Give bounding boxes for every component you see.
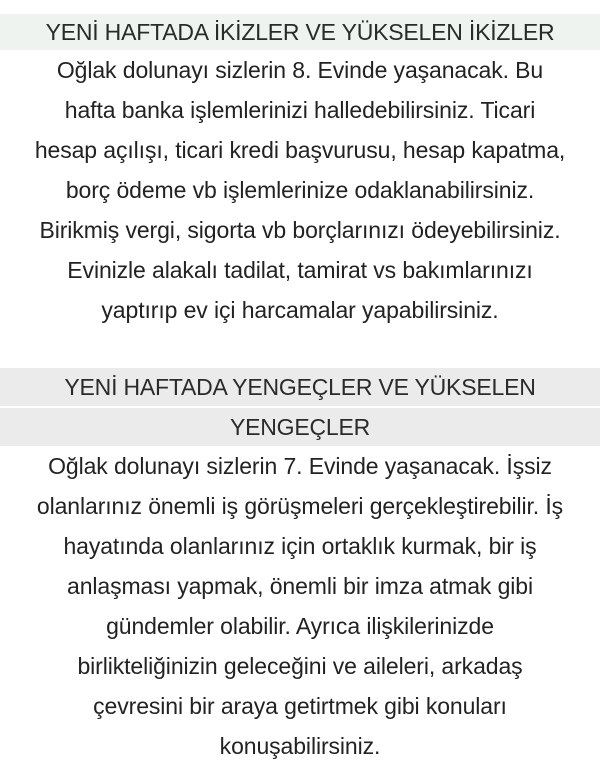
section-ikizler bbox=[0, 14, 600, 330]
section-heading bbox=[0, 368, 600, 446]
section-yengecler bbox=[0, 368, 600, 766]
body-line: olanlarınız önemli iş görüşmeleri gerçekleştirebilir. İş bbox=[36, 493, 564, 519]
body-line: çevresini bir araya getirtmek gibi konuları bbox=[93, 693, 507, 719]
body-line: borç ödeme vb işlemlerinize odaklanabilirsiniz. bbox=[65, 177, 535, 203]
body-line: Evinizle alakalı tadilat, tamirat vs bakımlarınızı bbox=[67, 257, 533, 283]
body-line: hayatında olanlarınız için ortaklık kurmak, bir iş bbox=[63, 533, 537, 559]
section-body bbox=[0, 446, 600, 766]
heading-line: YENİ HAFTADA YENGEÇLER VE YÜKSELEN bbox=[64, 374, 536, 400]
body-line: hesap açılışı, ticari kredi başvurusu, hesap kapatma, bbox=[34, 137, 566, 163]
body-line: yaptırıp ev içi harcamalar yapabilirsiniz. bbox=[101, 297, 499, 323]
body-line: konuşabilirsiniz. bbox=[219, 733, 381, 759]
section-body bbox=[0, 50, 600, 330]
body-line: Oğlak dolunayı sizlerin 8. Evinde yaşanacak. Bu bbox=[56, 57, 544, 83]
section-heading bbox=[0, 14, 600, 50]
heading-line: YENGEÇLER bbox=[0, 406, 600, 446]
body-line: birlikteliğinizin geleceğini ve aileleri, arkadaş bbox=[77, 653, 523, 679]
body-line: anlaşması yapmak, önemli bir imza atmak gibi bbox=[67, 573, 533, 599]
body-line: Oğlak dolunayı sizlerin 7. Evinde yaşanacak. İşsiz bbox=[48, 453, 552, 479]
body-line: hafta banka işlemlerinizi halledebilirsiniz. Ticari bbox=[64, 97, 536, 123]
body-line: Birikmiş vergi, sigorta vb borçlarınızı ödeyebilirsiniz. bbox=[39, 217, 561, 243]
heading-line: YENİ HAFTADA İKİZLER VE YÜKSELEN İKİZLER bbox=[45, 19, 555, 45]
body-line: gündemler olabilir. Ayrıca ilişkilerinizde bbox=[106, 613, 494, 639]
